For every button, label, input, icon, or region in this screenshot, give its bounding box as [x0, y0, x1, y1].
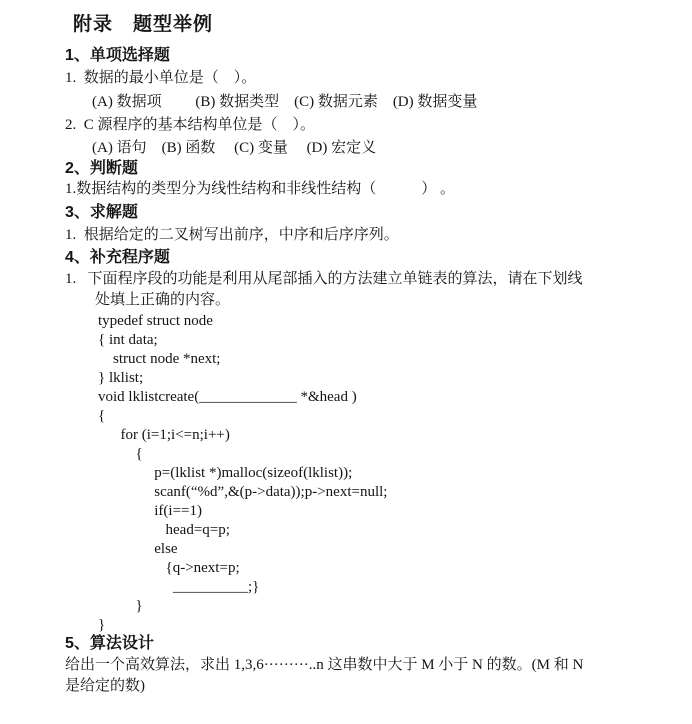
code-line: }: [98, 617, 106, 633]
section-4-question-1-line-1: 1. 下面程序段的功能是利用从尾部插入的方法建立单链表的算法，请在下划线: [65, 271, 583, 287]
section-1-question-2: 2. C 源程序的基本结构单位是（ ）。: [65, 117, 316, 133]
section-3-question-1: 1. 根据给定的二叉树写出前序，中序和后序序列。: [65, 227, 399, 243]
section-4-heading: 4、补充程序题: [65, 249, 170, 266]
section-1-question-1: 1. 数据的最小单位是（ ）。: [65, 70, 257, 86]
code-line: }: [98, 598, 143, 614]
code-line: {: [98, 446, 143, 462]
section-5-body-line-1: 给出一个高效算法，求出 1,3,6·········..n 这串数中大于 M 小于 N 的数。(M 和 N: [65, 657, 584, 673]
section-3-heading: 3、求解题: [65, 204, 138, 221]
code-block: [98, 312, 662, 635]
code-line: { int data;: [98, 332, 158, 348]
section-2-question-1: 1.数据结构的类型分为线性结构和非线性结构（ ） 。: [65, 181, 456, 197]
code-line: struct node *next;: [98, 351, 221, 367]
section-2-heading: 2、判断题: [65, 160, 138, 177]
page-title: 附录 题型举例: [73, 14, 214, 35]
code-line: typedef struct node: [98, 313, 213, 329]
code-line-with-blank: void lklistcreate(_____________ *&head ): [98, 389, 357, 405]
code-line: else: [98, 541, 178, 557]
code-line: head=q=p;: [98, 522, 230, 538]
code-line: } lklist;: [98, 370, 144, 386]
code-line: scanf(“%d”,&(p->data));p->next=null;: [98, 484, 388, 500]
section-4-question-1-line-2: 处填上正确的内容。: [95, 292, 231, 308]
section-5-heading: 5、算法设计: [65, 635, 154, 652]
code-line: {q->next=p;: [98, 560, 240, 576]
code-line: if(i==1): [98, 503, 202, 519]
code-line: {: [98, 408, 106, 424]
code-line: for (i=1;i<=n;i++): [98, 427, 230, 443]
code-line: p=(lklist *)malloc(sizeof(lklist));: [98, 465, 353, 481]
section-5-body-line-2: 是给定的数): [65, 678, 145, 694]
section-1-question-2-options: (A) 语句 (B) 函数 (C) 变量 (D) 宏定义: [92, 140, 377, 156]
section-1-question-1-options: (A) 数据项 (B) 数据类型 (C) 数据元素 (D) 数据变量: [92, 94, 478, 110]
code-line-with-blank: __________;}: [98, 579, 260, 595]
section-1-heading: 1、单项选择题: [65, 47, 170, 64]
